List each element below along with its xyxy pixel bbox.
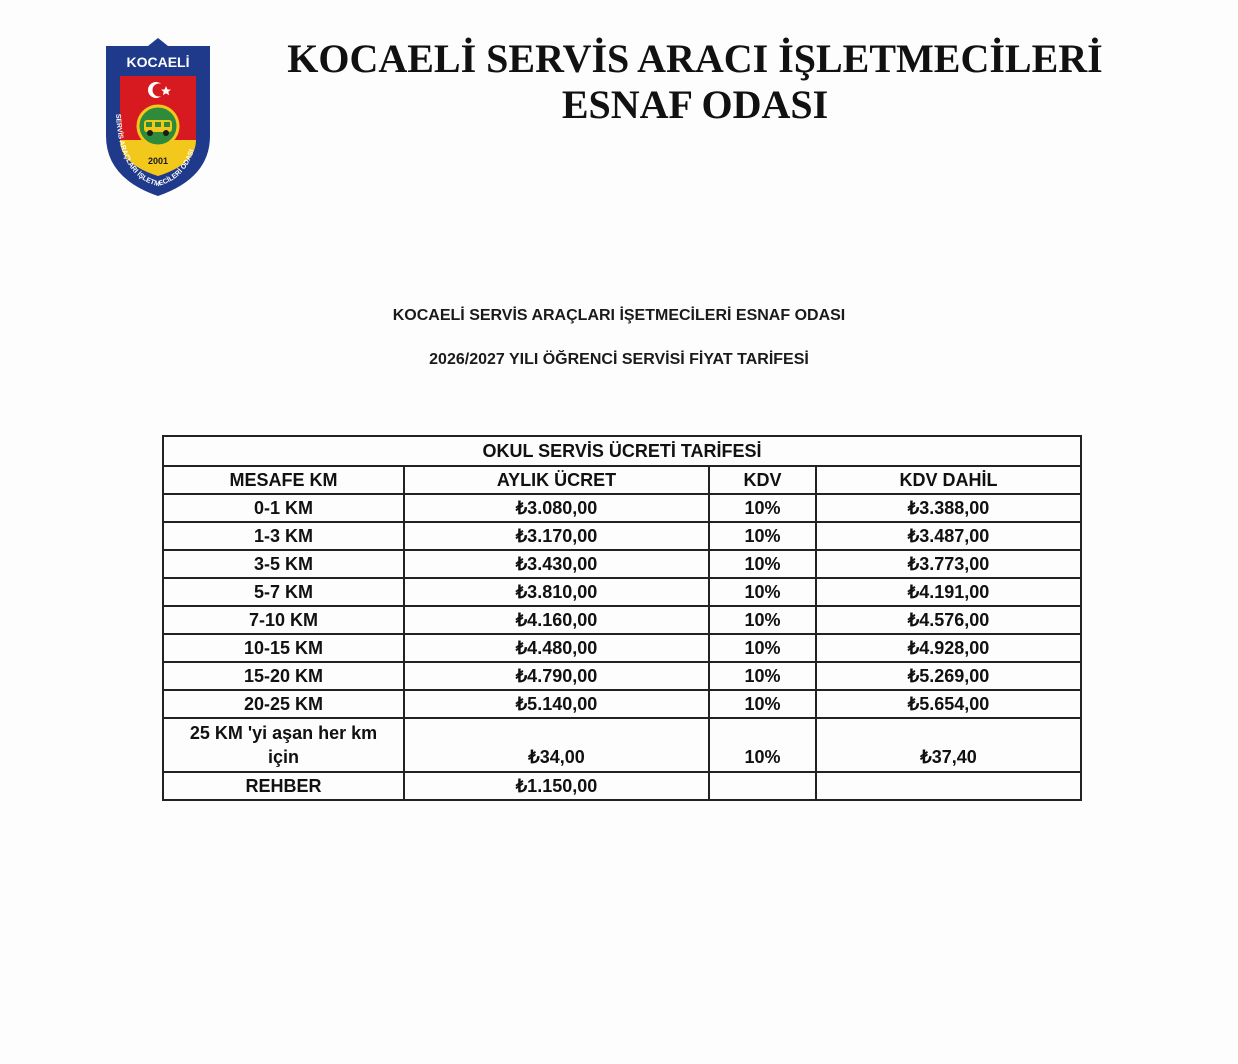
table-row	[163, 690, 1081, 718]
monthly-fee-cell: ₺3.080,00	[404, 494, 709, 522]
document-subtitle: KOCAELİ SERVİS ARAÇLARI İŞETMECİLERİ ESNAF ODASI	[392, 307, 846, 324]
distance-cell: 0-1 KM	[163, 494, 404, 522]
vat-cell: 10%	[709, 690, 816, 718]
vat-included-cell: ₺5.654,00	[816, 690, 1081, 718]
distance-cell: 5-7 KM	[163, 578, 404, 606]
vat-cell: 10%	[709, 606, 816, 634]
extra-km-monthly-fee: ₺34,00	[404, 718, 709, 772]
guide-monthly-fee: ₺1.150,00	[404, 772, 709, 800]
distance-cell: 1-3 KM	[163, 522, 404, 550]
monthly-fee-cell: ₺4.160,00	[404, 606, 709, 634]
table-row	[163, 494, 1081, 522]
vat-included-cell: ₺5.269,00	[816, 662, 1081, 690]
distance-cell: 10-15 KM	[163, 634, 404, 662]
header-monthly-fee: AYLIK ÜCRET	[404, 466, 709, 494]
monthly-fee-cell: ₺4.480,00	[404, 634, 709, 662]
monthly-fee-cell: ₺3.810,00	[404, 578, 709, 606]
table-row	[163, 606, 1081, 634]
org-title-line1: KOCAELİ SERVİS ARACI İŞLETMECİLERİ	[287, 36, 1103, 81]
logo-year: 2001	[147, 156, 169, 166]
organization-title	[240, 36, 1150, 128]
tariff-table	[162, 435, 1082, 801]
monthly-fee-cell: ₺3.170,00	[404, 522, 709, 550]
distance-cell: 15-20 KM	[163, 662, 404, 690]
extra-km-vat-included: ₺37,40	[816, 718, 1081, 772]
vat-included-cell: ₺3.388,00	[816, 494, 1081, 522]
table-row	[163, 522, 1081, 550]
table-header-row	[163, 466, 1081, 494]
table-row	[163, 550, 1081, 578]
vat-included-cell: ₺3.773,00	[816, 550, 1081, 578]
distance-cell: 7-10 KM	[163, 606, 404, 634]
header-vat-included: KDV DAHİL	[816, 466, 1081, 494]
vat-included-cell: ₺4.928,00	[816, 634, 1081, 662]
table-row	[163, 634, 1081, 662]
extra-km-label-line1: 25 KM 'yi aşan her km	[189, 723, 378, 743]
monthly-fee-cell: ₺3.430,00	[404, 550, 709, 578]
distance-cell: 3-5 KM	[163, 550, 404, 578]
table-row	[163, 662, 1081, 690]
extra-km-vat: 10%	[709, 718, 816, 772]
extra-km-label	[163, 718, 404, 772]
header-distance: MESAFE KM	[163, 466, 404, 494]
guide-vat	[709, 772, 816, 800]
table-caption: OKUL SERVİS ÜCRETİ TARİFESİ	[163, 436, 1081, 466]
logo-ring-text: SERVİS ARAÇLARI İŞLETMECİLERİ ODASI	[114, 113, 196, 189]
vat-cell: 10%	[709, 550, 816, 578]
chamber-logo	[98, 36, 218, 198]
vat-included-cell: ₺4.576,00	[816, 606, 1081, 634]
vat-included-cell: ₺4.191,00	[816, 578, 1081, 606]
distance-cell: 20-25 KM	[163, 690, 404, 718]
vat-cell: 10%	[709, 662, 816, 690]
vat-cell: 10%	[709, 578, 816, 606]
vat-cell: 10%	[709, 634, 816, 662]
tariff-year-title: 2026/2027 YILI ÖĞRENCİ SERVİSİ FİYAT TARİFESİ	[429, 351, 809, 368]
vat-cell: 10%	[709, 522, 816, 550]
vat-included-cell: ₺3.487,00	[816, 522, 1081, 550]
extra-km-label-line2: için	[267, 747, 299, 767]
guide-row	[163, 772, 1081, 800]
vat-cell: 10%	[709, 494, 816, 522]
guide-vat-included	[816, 772, 1081, 800]
table-caption-row	[163, 436, 1081, 466]
org-title-line2: ESNAF ODASI	[561, 82, 829, 127]
logo-top-text: KOCAELİ	[126, 54, 190, 70]
extra-km-row	[163, 718, 1081, 772]
table-row	[163, 578, 1081, 606]
monthly-fee-cell: ₺4.790,00	[404, 662, 709, 690]
header-vat: KDV	[709, 466, 816, 494]
guide-label: REHBER	[163, 772, 404, 800]
monthly-fee-cell: ₺5.140,00	[404, 690, 709, 718]
